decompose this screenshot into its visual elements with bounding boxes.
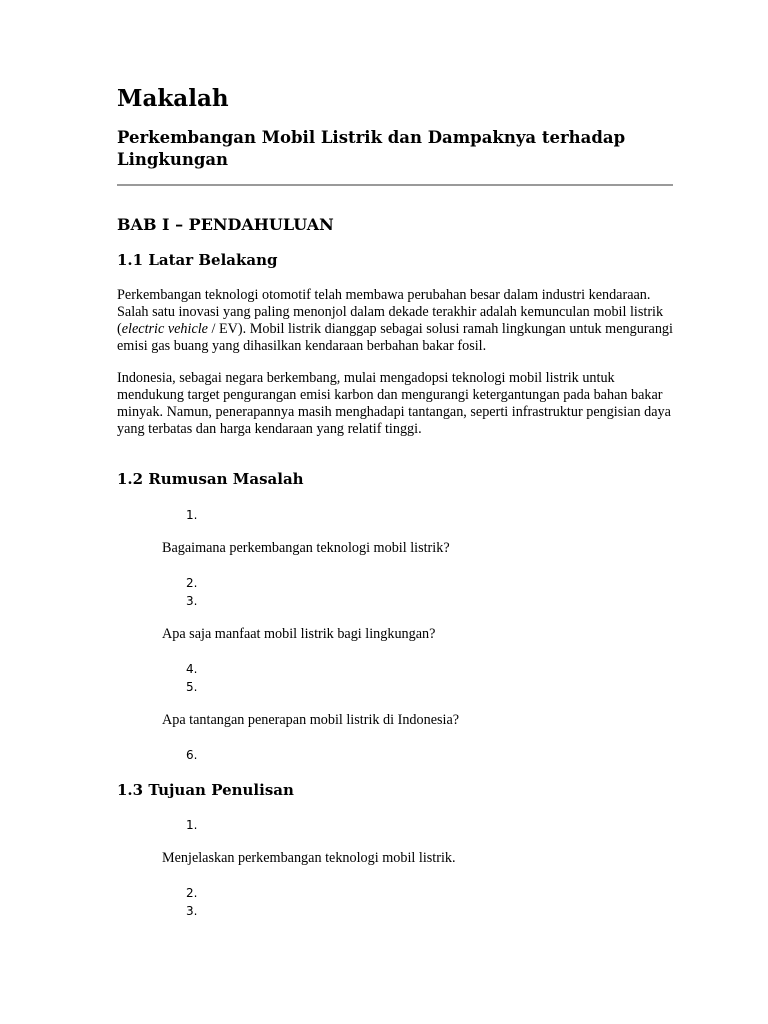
document-title: Makalah — [117, 85, 229, 112]
section-heading-rumusan-masalah: 1.2 Rumusan Masalah — [117, 470, 304, 488]
list-number: 1. — [186, 508, 198, 522]
list-item-text: Menjelaskan perkembangan teknologi mobil listrik. — [162, 850, 456, 866]
list-item-text: Apa tantangan penerapan mobil listrik di Indonesia? — [162, 712, 460, 728]
document-subtitle: Perkembangan Mobil Listrik dan Dampaknya terhadap Lingkungan — [117, 128, 626, 169]
list-number: 2. — [186, 886, 198, 900]
list-number: 6. — [186, 748, 198, 762]
paragraph-italic-term: electric vehicle — [121, 320, 208, 337]
paragraph-text: / EV). Mobil listrik dianggap sebagai solusi ramah lingkungan untuk mengurangi emisi gas buang yang dihasilkan kendaraan berbahan bakar fosil. — [117, 320, 673, 354]
list-number: 1. — [186, 818, 198, 832]
list-number: 2. — [186, 576, 198, 590]
list-number: 3. — [186, 594, 198, 608]
section-heading-latar-belakang: 1.1 Latar Belakang — [117, 251, 278, 269]
list-number: 3. — [186, 904, 198, 918]
paragraph-latar-belakang-2: Indonesia, sebagai negara berkembang, mulai mengadopsi teknologi mobil listrik untuk mendukung target pengurangan emisi karbon dan mengurangi ketergantungan pada bahan bakar minyak. Namun, penerapannya masih menghadapi tantangan, seperti infrastruktur pengisian daya yang terbatas dan harga kendaraan yang relatif tinggi. — [117, 370, 671, 437]
section-heading-tujuan-penulisan: 1.3 Tujuan Penulisan — [117, 781, 294, 799]
list-number: 5. — [186, 680, 198, 694]
paragraph-text: Perkembangan teknologi otomotif telah membawa perubahan besar dalam industri kendaraan. Salah satu inovasi yang paling menonjol dalam dekade terakhir adalah kemunculan mobil listrik ( — [117, 287, 664, 337]
list-item-text: Bagaimana perkembangan teknologi mobil listrik? — [162, 540, 450, 556]
list-number: 4. — [186, 662, 198, 676]
list-item-text: Apa saja manfaat mobil listrik bagi lingkungan? — [162, 626, 436, 642]
paragraph-latar-belakang-1 — [117, 287, 673, 355]
horizontal-rule — [117, 184, 673, 186]
chapter-heading: BAB I – PENDAHULUAN — [117, 215, 334, 234]
